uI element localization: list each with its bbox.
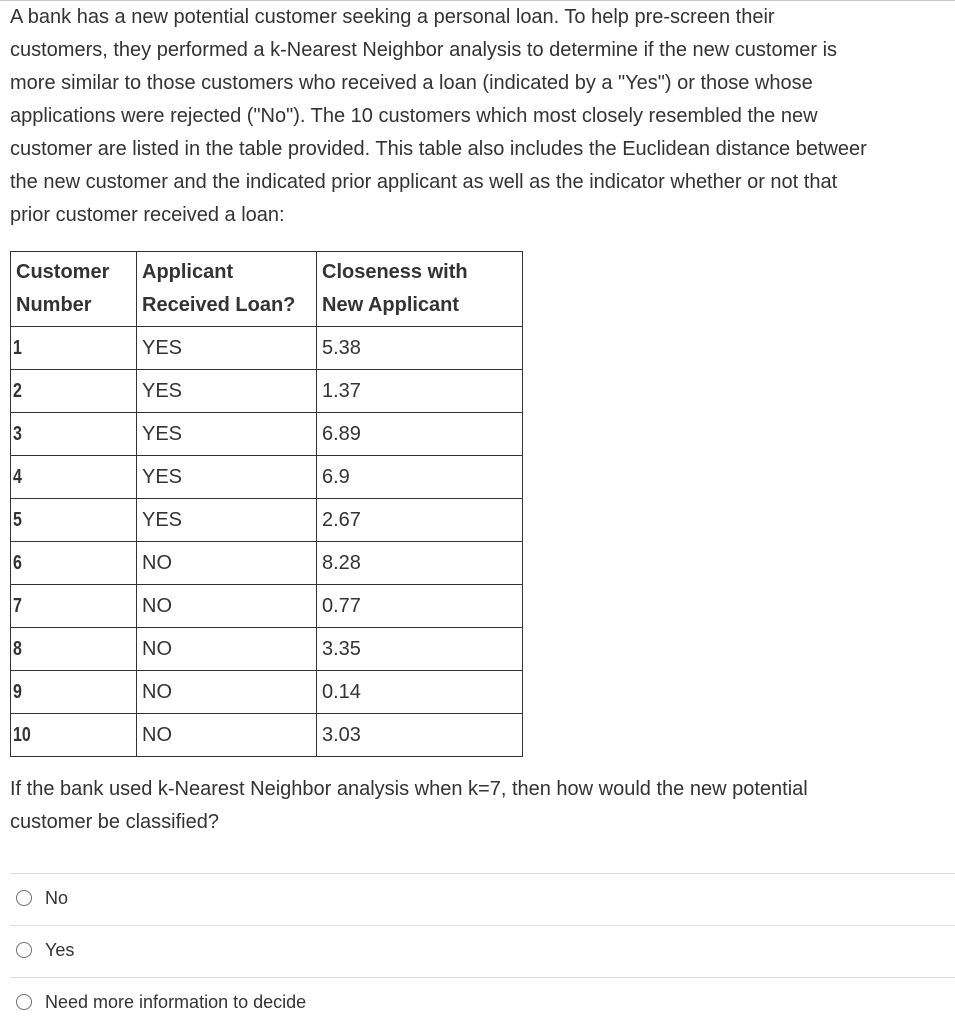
received-loan-cell: NO	[137, 628, 317, 671]
closeness-cell: 8.28	[317, 542, 523, 585]
received-loan-cell: YES	[137, 499, 317, 542]
received-loan-cell: NO	[137, 542, 317, 585]
closeness-cell: 3.35	[317, 628, 523, 671]
intro-line: applications were rejected ("No"). The 10 customers which most closely resembled the new	[10, 105, 818, 127]
closeness-cell: 0.14	[317, 671, 523, 714]
customer-number-cell: 8	[11, 628, 137, 671]
option-yes[interactable]	[10, 925, 955, 977]
table-row	[11, 585, 523, 628]
customer-number-cell: 6	[11, 542, 137, 585]
intro-paragraph	[10, 1, 955, 232]
option-need-more-info[interactable]	[10, 977, 955, 1029]
received-loan-cell: NO	[137, 714, 317, 757]
header-received-loan: Applicant Received Loan?	[137, 252, 317, 327]
received-loan-cell: YES	[137, 327, 317, 370]
header-customer-number: Customer Number	[11, 252, 137, 327]
intro-line: customers, they performed a k-Nearest Neighbor analysis to determine if the new customer is	[10, 39, 838, 61]
closeness-cell: 2.67	[317, 499, 523, 542]
closeness-cell: 6.9	[317, 456, 523, 499]
intro-line: the new customer and the indicated prior applicant as well as the indicator whether or not that	[10, 171, 838, 193]
customer-number-cell: 7	[11, 585, 137, 628]
closeness-cell: 1.37	[317, 370, 523, 413]
intro-line: more similar to those customers who received a loan (indicated by a "Yes") or those whose	[10, 72, 813, 94]
received-loan-cell: NO	[137, 671, 317, 714]
customer-number-cell: 4	[11, 456, 137, 499]
table-row	[11, 456, 523, 499]
option-no[interactable]	[10, 873, 955, 925]
table-row	[11, 714, 523, 757]
table-row	[11, 413, 523, 456]
customer-number-cell: 10	[11, 714, 137, 757]
question-line: If the bank used k-Nearest Neighbor analysis when k=7, then how would the new potential	[10, 778, 808, 800]
header-closeness: Closeness with New Applicant	[317, 252, 523, 327]
received-loan-cell: YES	[137, 456, 317, 499]
answer-options	[10, 873, 955, 1029]
closeness-cell: 0.77	[317, 585, 523, 628]
table-row	[11, 327, 523, 370]
option-label[interactable]: Yes	[45, 940, 75, 960]
radio-button[interactable]	[16, 890, 32, 906]
intro-line: customer are listed in the table provided. This table also includes the Euclidean distance betweer	[10, 138, 867, 160]
closeness-cell: 3.03	[317, 714, 523, 757]
option-label[interactable]: Need more information to decide	[45, 992, 307, 1012]
radio-button[interactable]	[16, 994, 32, 1010]
customer-number-cell: 3	[11, 413, 137, 456]
table-row	[11, 499, 523, 542]
received-loan-cell: NO	[137, 585, 317, 628]
option-label[interactable]: No	[45, 888, 69, 908]
table-header-row	[11, 252, 523, 327]
intro-line: prior customer received a loan:	[10, 204, 285, 226]
table-row	[11, 671, 523, 714]
customer-table	[10, 251, 523, 757]
question-line: customer be classified?	[10, 811, 219, 833]
customer-number-cell: 2	[11, 370, 137, 413]
closeness-cell: 6.89	[317, 413, 523, 456]
question-text	[10, 773, 808, 839]
table-row	[11, 370, 523, 413]
received-loan-cell: YES	[137, 413, 317, 456]
intro-line: A bank has a new potential customer seeking a personal loan. To help pre-screen their	[10, 6, 775, 28]
customer-number-cell: 5	[11, 499, 137, 542]
closeness-cell: 5.38	[317, 327, 523, 370]
customer-number-cell: 9	[11, 671, 137, 714]
table-row	[11, 542, 523, 585]
received-loan-cell: YES	[137, 370, 317, 413]
radio-button[interactable]	[16, 942, 32, 958]
customer-number-cell: 1	[11, 327, 137, 370]
table-row	[11, 628, 523, 671]
